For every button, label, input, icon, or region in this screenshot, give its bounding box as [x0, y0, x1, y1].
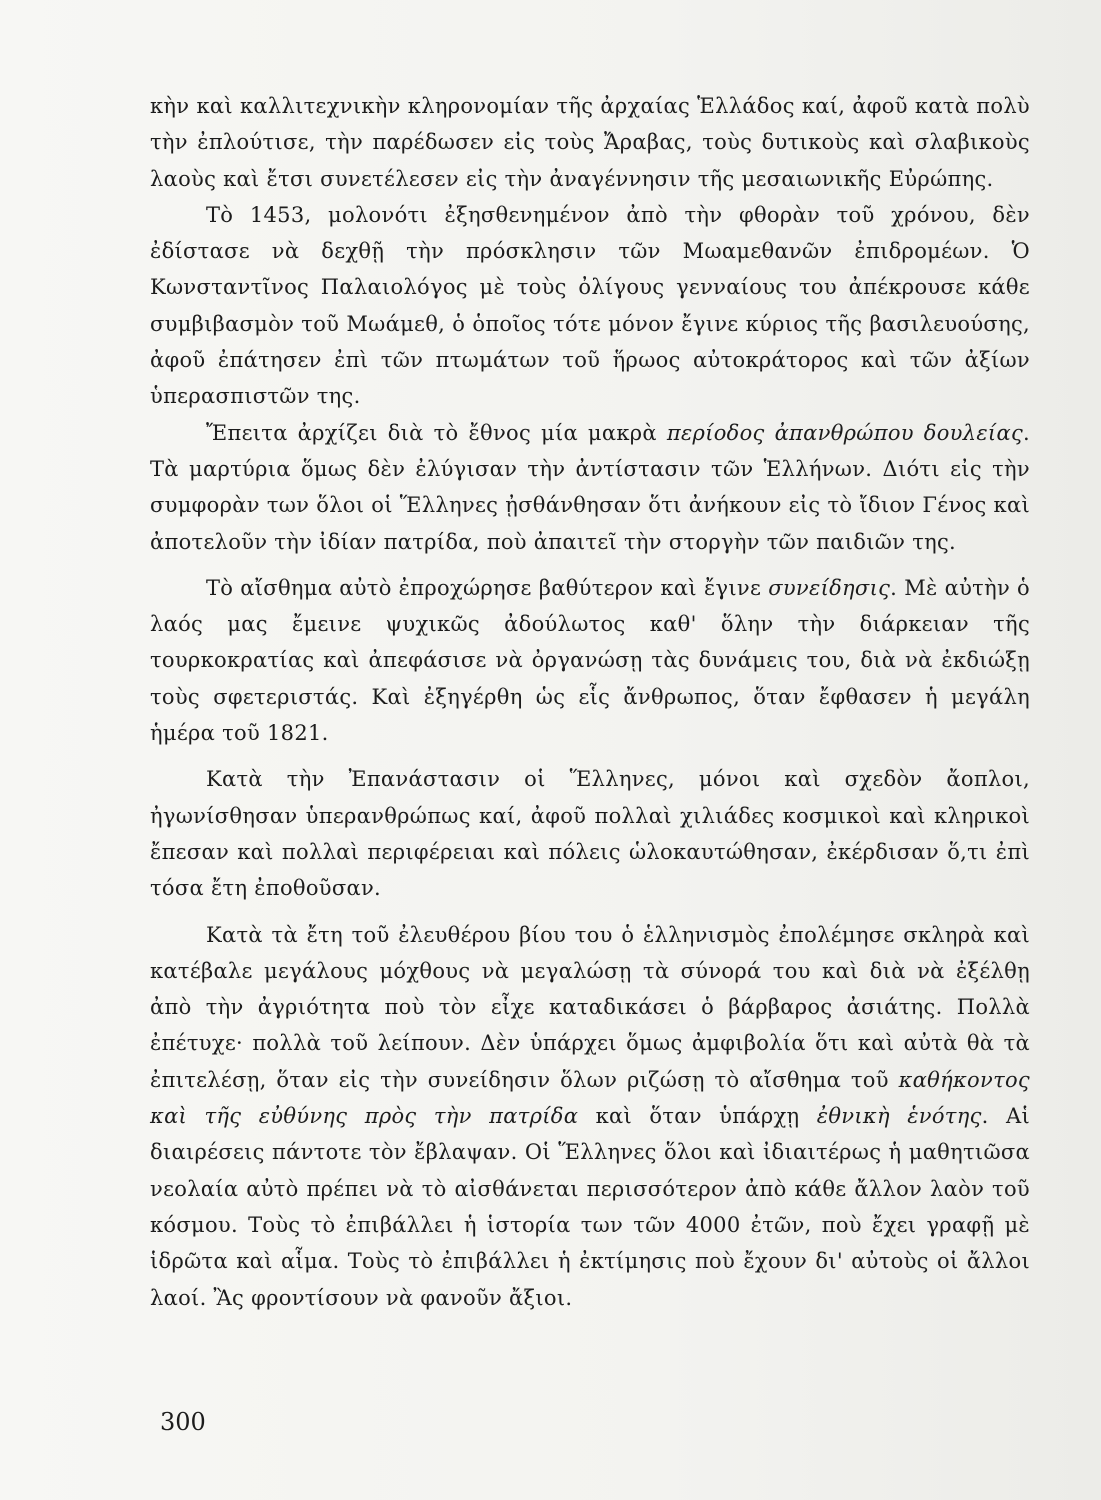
paragraph-1: κὴν καὶ καλλιτεχνικὴν κληρονομίαν τῆς ἀρχαίας Ἑλλάδος καί, ἀφοῦ κατὰ πολὺ τὴν ἐπλούτισε, τὴν παρέδωσεν εἰς τοὺς Ἄραβας, τοὺς δυτικοὺς καὶ σλαβικοὺς λαοὺς καὶ ἔτσι συνετέλεσεν εἰς τὴν ἀναγέννησιν τῆς μεσαιωνικῆς Εὐρώπης. — [150, 94, 1030, 191]
paragraph-4: Τὸ αἴσθημα αὐτὸ ἐπροχώρησε βαθύτερον καὶ ἔγινε συνείδησις. Μὲ αὐτὴν ὁ λαός μας ἔμεινε ψυχικῶς ἀδούλωτος καθ' ὅλην τὴν διάρκειαν τῆς τουρκοκρατίας καὶ ἀπεφάσισε νὰ ὀργανώσῃ τὰς δυνάμεις του, διὰ νὰ ἐκδιώξῃ τοὺς σφετεριστάς. Καὶ ἐξηγέρθη ὡς εἷς ἄνθρωπος, ὅταν ἔφθασεν ἡ μεγάλη ἡμέρα τοῦ 1821. — [150, 575, 1030, 746]
paragraph-2: Τὸ 1453, μολονότι ἐξησθενημένον ἀπὸ τὴν φθορὰν τοῦ χρόνου, δὲν ἐδίστασε νὰ δεχθῇ τὴν πρόσκλησιν τῶν Μωαμεθανῶν ἐπιδρομέων. Ὁ Κωνσταντῖνος Παλαιολόγος μὲ τοὺς ὀλίγους γενναίους του ἀπέκρουσε κάθε συμβιβασμὸν τοῦ Μωάμεθ, ὁ ὁποῖος τότε μόνον ἔγινε κύριος τῆς βασιλευούσης, ἀφοῦ ἐπάτησεν ἐπὶ τῶν πτωμάτων τοῦ ἥρωος αὐτοκράτορος καὶ τῶν ἀξίων ὑπερασπιστῶν της. — [150, 202, 1030, 409]
paragraph-6: Κατὰ τὰ ἔτη τοῦ ἐλευθέρου βίου του ὁ ἑλληνισμὸς ἐπολέμησε σκληρὰ καὶ κατέβαλε μεγάλους μόχθους νὰ μεγαλώσῃ τὰ σύνορά του καὶ διὰ νὰ ἐξέλθῃ ἀπὸ τὴν ἀγριότητα ποὺ τὸν εἶχε καταδικάσει ὁ βάρβαρος ἀσιάτης. Πολλὰ ἐπέτυχε· πολλὰ τοῦ λείπουν. Δὲν ὑπάρχει ὅμως ἀμφιβολία ὅτι καὶ αὐτὰ θὰ τὰ ἐπιτελέσῃ, ὅταν εἰς τὴν συνείδησιν ὅλων ριζώσῃ τὸ αἴσθημα τοῦ καθήκοντος καὶ τῆς εὐθύνης πρὸς τὴν πατρίδα καὶ ὅταν ὑπάρχῃ ἐθνικὴ ἑνότης. Αἱ διαιρέσεις πάντοτε τὸν ἔβλαψαν. Οἱ Ἕλληνες ὅλοι καὶ ἰδιαιτέρως ἡ μαθητιῶσα νεολαία αὐτὸ πρέπει νὰ τὸ αἰσθάνεται περισσότερον ἀπὸ κάθε ἄλλον λαὸν τοῦ κόσμου. Τοὺς τὸ ἐπιβάλλει ἡ ἱστορία των τῶν 4000 ἐτῶν, ποὺ ἔχει γραφῇ μὲ ἱδρῶτα καὶ αἷμα. Τοὺς τὸ ἐπιβάλλει ἡ ἐκτίμησις ποὺ ἔχουν δι' αὐτοὺς οἱ ἄλλοι λαοί. Ἂς φροντίσουν νὰ φανοῦν ἄξιοι. — [150, 922, 1031, 1310]
page-number: 300 — [160, 1408, 206, 1436]
paragraph-5: Κατὰ τὴν Ἐπανάστασιν οἱ Ἕλληνες, μόνοι καὶ σχεδὸν ἄοπλοι, ἠγωνίσθησαν ὑπερανθρώπως καί, ἀφοῦ πολλαὶ χιλιάδες κοσμικοὶ καὶ κληρικοὶ ἔπεσαν καὶ πολλαὶ περιφέρειαι καὶ πόλεις ὡλοκαυτώθησαν, ἐκέρδισαν ὅ,τι ἐπὶ τόσα ἔτη ἐποθοῦσαν. — [150, 767, 1030, 901]
paragraph-3: Ἔπειτα ἀρχίζει διὰ τὸ ἔθνος μία μακρὰ περίοδος ἀπανθρώπου δουλείας. Τὰ μαρτύρια ὅμως δὲν ἐλύγισαν τὴν ἀντίστασιν τῶν Ἑλλήνων. Διότι εἰς τὴν συμφορὰν των ὅλοι οἱ Ἕλληνες ᾐσθάνθησαν ὅτι ἀνήκουν εἰς τὸ ἴδιον Γένος καὶ ἀποτελοῦν τὴν ἰδίαν πατρίδα, ποὺ ἀπαιτεῖ τὴν στοργὴν τῶν παιδιῶν της. — [150, 420, 1030, 554]
body-text — [150, 88, 1030, 1316]
